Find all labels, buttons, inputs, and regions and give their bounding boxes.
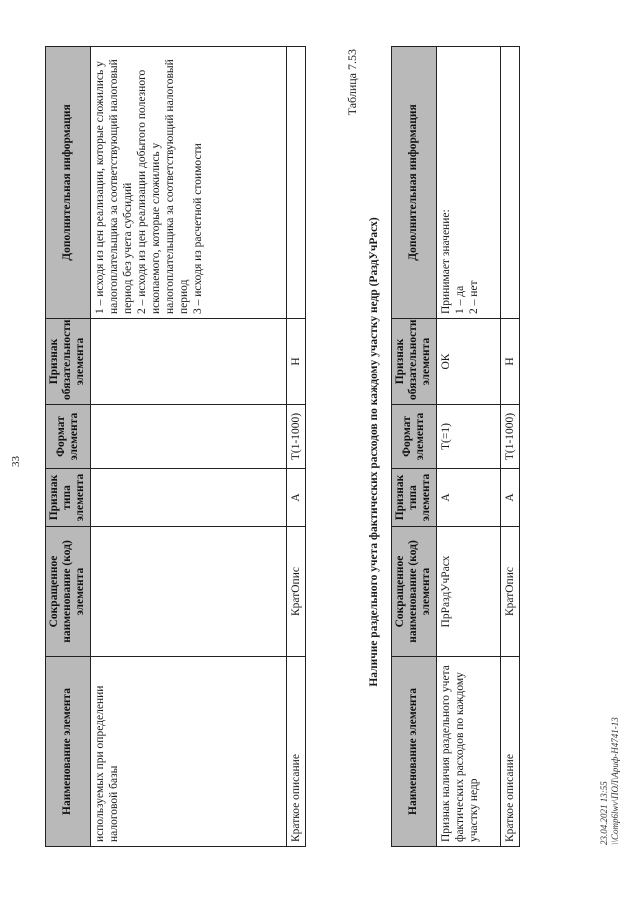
info-line-2: 2 – исходя из цен реализации добытого полезного ископаемого, которые сложились у налогоплательщика за соответствующий налоговый период — [135, 59, 190, 314]
cell-format: T(=1) — [436, 405, 500, 469]
table-row — [90, 47, 286, 847]
cell-info — [436, 47, 500, 319]
header-element-name: Наименование элемента — [46, 657, 91, 847]
cell-info — [286, 47, 305, 319]
table-razduchrash — [391, 46, 520, 847]
cell-name: Краткое описание — [500, 657, 519, 847]
header-element-type: Признак типа элемента — [392, 469, 437, 527]
cell-info — [500, 47, 519, 319]
header-additional-info: Дополнительная информация — [46, 47, 91, 319]
header-element-format: Формат элемента — [392, 405, 437, 469]
footer-path: \\Comp6lwv\ПОЛ\Ариф-Н4741-13 — [609, 717, 620, 845]
info-line-1: 1 – исходя из цен реализации, которые сложились у налогоплательщика за соответствующий налоговый период без учета субсидий — [93, 59, 134, 314]
cell-name: Признак наличия раздельного учета фактических расходов по каждому участку недр — [436, 657, 500, 847]
cell-info — [90, 47, 286, 319]
cell-type: А — [500, 469, 519, 527]
cell-code: КратОпис — [286, 527, 305, 657]
print-footer — [599, 717, 621, 845]
table-continued — [45, 46, 306, 847]
header-element-format: Формат элемента — [46, 405, 91, 469]
header-additional-info: Дополнительная информация — [392, 47, 437, 319]
table-number: Таблица 7.53 — [345, 49, 359, 116]
cell-type: А — [436, 469, 500, 527]
cell-format: T(1-1000) — [500, 405, 519, 469]
info-line-3: 2 – нет — [467, 280, 480, 314]
header-element-required: Признак обязательности элемента — [46, 319, 91, 405]
cell-code: ПрРаздУчРасх — [436, 527, 500, 657]
cell-code: КратОпис — [500, 527, 519, 657]
rotated-content — [5, 37, 635, 867]
cell-required: ОК — [436, 319, 500, 405]
cell-name: используемых при определении налоговой базы — [90, 657, 286, 847]
page-number: 33 — [10, 456, 22, 467]
table-row — [500, 47, 519, 847]
cell-required: Н — [500, 319, 519, 405]
cell-format: T(1-1000) — [286, 405, 305, 469]
info-line-3: 3 – исходя из расчетной стоимости — [191, 143, 204, 314]
table-row — [286, 47, 305, 847]
header-element-type: Признак типа элемента — [46, 469, 91, 527]
table-header-row — [392, 47, 437, 847]
header-element-code: Сокращенное наименование (код) элемента — [392, 527, 437, 657]
header-element-required: Признак обязательности элемента — [392, 319, 437, 405]
table-header-row — [46, 47, 91, 847]
cell-required — [90, 319, 286, 405]
cell-name: Краткое описание — [286, 657, 305, 847]
cell-type — [90, 469, 286, 527]
info-line-2: 1 – да — [453, 285, 466, 314]
table-row — [436, 47, 500, 847]
footer-timestamp: 23.04.2021 13:55 — [599, 781, 609, 845]
cell-type: А — [286, 469, 305, 527]
info-line-1: Принимает значение: — [439, 209, 452, 314]
cell-format — [90, 405, 286, 469]
table-title: Наличие раздельного учета фактических расходов по каждому участку недр (РаздУчРасх) — [368, 217, 380, 687]
header-element-code: Сокращенное наименование (код) элемента — [46, 527, 91, 657]
cell-code — [90, 527, 286, 657]
header-element-name: Наименование элемента — [392, 657, 437, 847]
cell-required: Н — [286, 319, 305, 405]
